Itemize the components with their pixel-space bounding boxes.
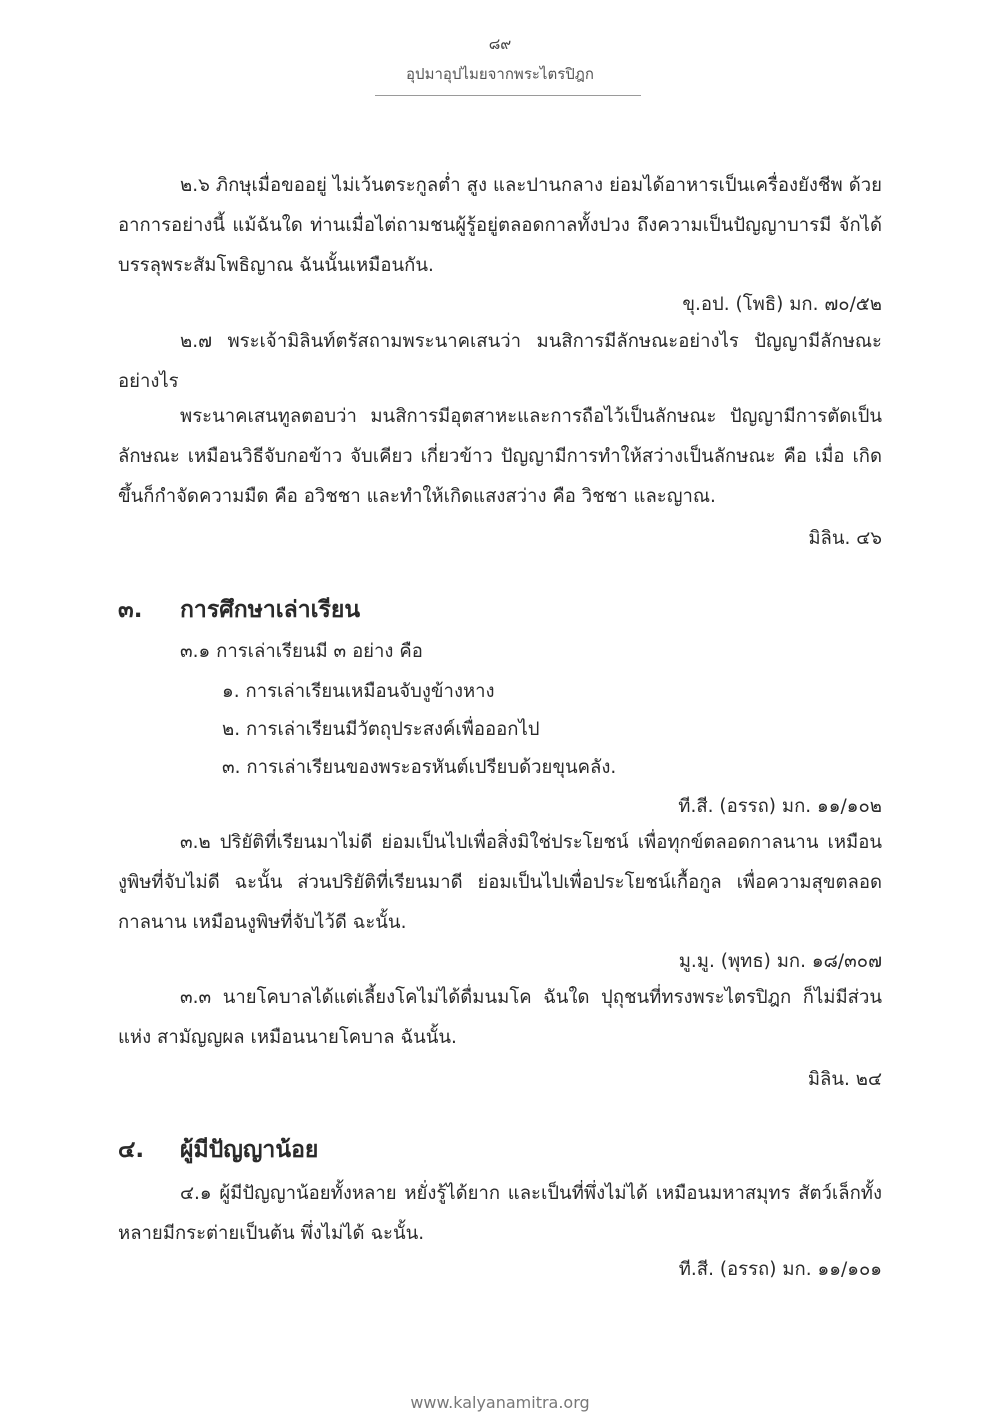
section-3-title: การศึกษาเล่าเรียน bbox=[180, 597, 361, 623]
section-3-number: ๓. bbox=[118, 597, 143, 623]
reference-3-1: ที.สี. (อรรถ) มก. ๑๑/๑๐๒ bbox=[678, 796, 882, 817]
paragraph-3-2-text: ๓.๒ ปริยัติที่เรียนมาไม่ดี ย่อมเป็นไปเพื่อสิ่งมิใช่ประโยชน์ เพื่อทุกข์ตลอดกาลนาน เหมือน งูพิษที่จับไม่ดี ฉะนั้น ส่วนปริยัติที่เรียนมาดี ย่อมเป็นไปเพื่อประโยชน์เกื้อกูล เพื่อความสุขตลอด กาลนาน เหมือนงูพิษที่จับไว้ดี ฉะนั้น. bbox=[118, 832, 882, 933]
reference-3-3: มิลิน. ๒๔ bbox=[807, 1069, 882, 1090]
paragraph-4-1-text: ๔.๑ ผู้มีปัญญาน้อยทั้งหลาย หยั่งรู้ได้ยาก และเป็นที่พึ่งไม่ได้ เหมือนมหาสมุทร สัตว์เล็กทั้ง หลายมีกระต่ายเป็นต้น พึ่งไม่ได้ ฉะนั้น. bbox=[118, 1183, 882, 1244]
paragraph-3-3 bbox=[118, 978, 882, 1058]
footer-website-url: www.kalyanamitra.org bbox=[410, 1393, 590, 1412]
paragraph-2-7-answer-text: พระนาคเสนทูลตอบว่า มนสิการมีอุตสาหะและการถือไว้เป็นลักษณะ ปัญญามีการตัดเป็น ลักษณะ เหมือนวิธีจับกอข้าว จับเคียว เกี่ยวข้าว ปัญญามีการทำให้สว่างเป็นลักษณะ คือ เมื่อ เกิดขึ้นก็กำจัดความมืด คือ อวิชชา และทำให้เกิดแสงสว่าง คือ วิชชา และญาณ. bbox=[118, 406, 882, 507]
paragraph-3-3-text: ๓.๓ นายโคบาลได้แต่เลี้ยงโคไม่ได้ดื่มนมโค ฉันใด ปุถุชนที่ทรงพระไตรปิฎก ก็ไม่มีส่วนแห่ง สามัญญผล เหมือนนายโคบาล ฉันนั้น. bbox=[118, 987, 882, 1048]
list-item-3-1-1: ๑. การเล่าเรียนเหมือนจับงูข้างหาง bbox=[222, 681, 495, 702]
paragraph-2-7-question bbox=[118, 322, 882, 402]
list-item-3-1-2: ๒. การเล่าเรียนมีวัตถุประสงค์เพื่อออกไป bbox=[222, 719, 540, 740]
paragraph-2-7-question-text: ๒.๗ พระเจ้ามิลินท์ตรัสถามพระนาคเสนว่า มนสิการมีลักษณะอย่างไร ปัญญามีลักษณะ อย่างไร bbox=[118, 331, 882, 392]
section-4-number: ๔. bbox=[118, 1137, 145, 1163]
paragraph-3-2 bbox=[118, 823, 882, 943]
paragraph-3-1-intro: ๓.๑ การเล่าเรียนมี ๓ อย่าง คือ bbox=[180, 641, 423, 662]
paragraph-4-1 bbox=[118, 1174, 882, 1254]
reference-2-6: ขุ.อป. (โพธิ) มก. ๗๐/๕๒ bbox=[682, 294, 882, 315]
header-divider bbox=[375, 95, 641, 96]
reference-2-7: มิลิน. ๔๖ bbox=[808, 528, 882, 549]
running-title: อุปมาอุปไมยจากพระไตรปิฎก bbox=[406, 65, 594, 83]
section-4-title: ผู้มีปัญญาน้อย bbox=[180, 1137, 319, 1163]
paragraph-2-6 bbox=[118, 166, 882, 286]
reference-3-2: มู.มู. (พุทธ) มก. ๑๘/๓๐๗ bbox=[678, 951, 882, 972]
page-number: ๘๙ bbox=[488, 35, 512, 53]
paragraph-2-6-text: ๒.๖ ภิกษุเมื่อขออยู่ ไม่เว้นตระกูลต่ำ สูง และปานกลาง ย่อมได้อาหารเป็นเครื่องยังชีพ ด้วยอาการอย่างนี้ แม้ฉันใด ท่านเมื่อไต่ถามชนผู้รู้อยู่ตลอดกาลทั้งปวง ถึงความเป็นปัญญาบารมี จักได้บรรลุพระสัมโพธิญาณ ฉันนั้นเหมือนกัน. bbox=[118, 175, 882, 276]
list-item-3-1-3: ๓. การเล่าเรียนของพระอรหันต์เปรียบด้วยขุนคลัง. bbox=[222, 757, 617, 778]
reference-4-1: ที.สี. (อรรถ) มก. ๑๑/๑๐๑ bbox=[678, 1259, 882, 1280]
paragraph-2-7-answer bbox=[118, 397, 882, 517]
